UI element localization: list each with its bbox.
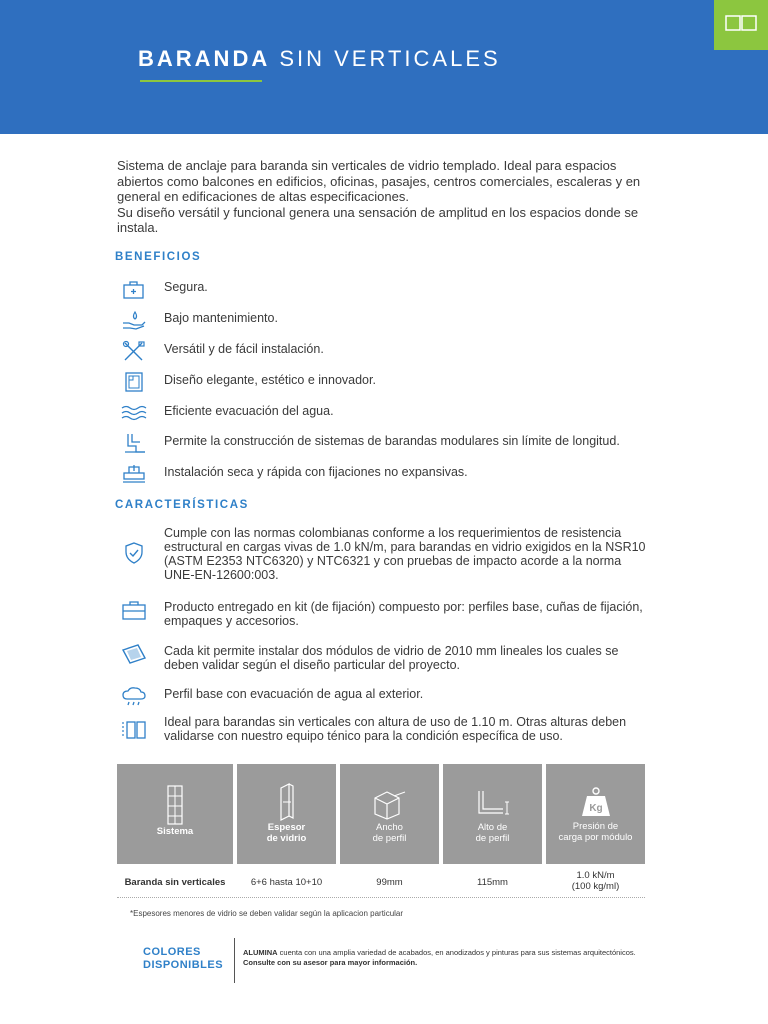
brand-name: ALUMINA xyxy=(243,948,278,957)
table-header-presion: Kg Presión de carga por módulo xyxy=(546,764,645,864)
colores-text xyxy=(243,948,643,967)
table-header-ancho: Ancho de perfil xyxy=(340,764,439,864)
table-header-espesor: Espesor de vidrio xyxy=(237,764,336,864)
first-aid-kit-icon xyxy=(120,278,148,302)
profile-icon xyxy=(120,432,148,456)
toolbox-icon xyxy=(120,598,148,622)
water-waves-icon xyxy=(120,402,148,426)
beneficios-heading: BENEFICIOS xyxy=(115,251,202,263)
shield-check-icon xyxy=(120,541,148,565)
tools-icon xyxy=(120,340,148,364)
profile-width-icon xyxy=(372,788,408,820)
title-bold: BARANDA xyxy=(138,46,271,71)
title-underline xyxy=(140,80,262,82)
corner-badge xyxy=(714,0,768,50)
height-panels-icon xyxy=(120,718,148,742)
panels-icon xyxy=(725,15,757,31)
table-cell: Baranda sin verticales xyxy=(124,877,226,888)
table-cell: 99mm xyxy=(376,877,403,888)
glass-panel-icon xyxy=(120,642,148,666)
table-header-sistema: Sistema xyxy=(117,764,233,864)
hand-drop-icon xyxy=(120,309,148,333)
colores-desc: cuenta con una amplia variedad de acabados, en anodizados y pinturas para sus sistemas arquitectónicos. xyxy=(277,948,636,957)
footnote: *Espesores menores de vidrio se deben validar según la aplicacion particular xyxy=(130,909,404,918)
rain-cloud-icon xyxy=(120,685,148,709)
table-cell: 6+6 hasta 10+10 xyxy=(250,877,323,888)
weight-kg-label: Kg xyxy=(588,803,603,814)
divider-line xyxy=(234,938,235,983)
table-cell: 1.0 kN/m (100 kg/ml) xyxy=(571,870,620,892)
caracteristicas-heading: CARACTERÍSTICAS xyxy=(115,499,249,511)
table-header-alto: Alto de de perfil xyxy=(443,764,542,864)
colores-contact: Consulte con su asesor para mayor información. xyxy=(243,957,418,967)
frame-icon xyxy=(120,371,148,395)
window-icon xyxy=(165,784,185,826)
table-divider xyxy=(117,897,645,898)
weight-kg-icon xyxy=(579,786,613,818)
colores-heading: COLORES DISPONIBLES xyxy=(143,946,224,971)
profile-height-icon xyxy=(475,788,511,820)
mounting-icon xyxy=(120,463,148,487)
page-title xyxy=(138,46,501,72)
table-cell: 115mm xyxy=(477,877,508,888)
glass-thickness-icon xyxy=(277,782,297,824)
title-rest: SIN VERTICALES xyxy=(279,46,501,71)
intro-paragraph: Sistema de anclaje para baranda sin verticales de vidrio templado. Ideal para espacios abiertos como balcones en edificios, oficinas, pasajes, centros comerciales, escaleras y en general en edificaciones de altas especificaciones. Su diseño versátil y funcional genera una sensación de amplitud en los espacios donde se instala. xyxy=(117,158,641,235)
